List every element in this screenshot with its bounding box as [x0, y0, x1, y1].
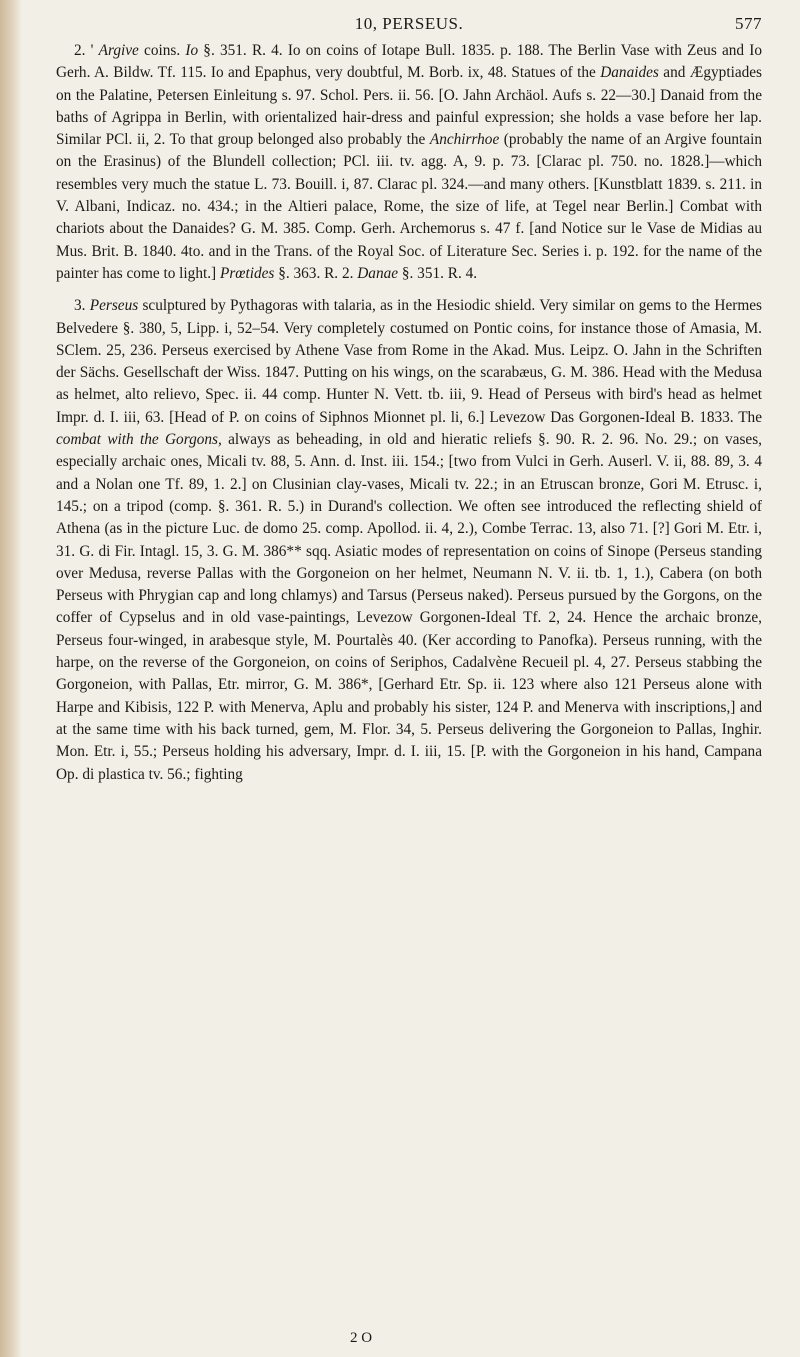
- text-run: 2. ': [74, 42, 99, 59]
- book-page: [56, 14, 762, 786]
- italic-run: Danaides: [600, 64, 659, 82]
- binding-gutter: [0, 0, 22, 1357]
- text-run: 3.: [74, 297, 90, 315]
- text-run: coins.: [138, 42, 186, 59]
- text-run: §. 363. R. 2.: [274, 264, 358, 282]
- text-run: §. 351. R. 4.: [398, 264, 478, 282]
- italic-run: Danae: [357, 264, 399, 282]
- italic-run: Anchirrhoe: [429, 131, 500, 149]
- text-run: and Ægyptiades on the Palatine, Petersen Einleitung s. 97. Schol. Pers. ii. 56. [O. Jahn Archäol. Aufs s. 22—30.] Danaid from the baths of Agrippa in Berlin, with orientalized hair-dress and painful expression; she holds a vase before her lap. Similar PCl. ii, 2. To that group belonged also probably the: [56, 64, 762, 149]
- italic-run: Perseus: [89, 297, 139, 315]
- note-paragraph-2: [56, 40, 762, 285]
- italic-run: Io: [185, 42, 199, 59]
- italic-run: Argive: [98, 42, 139, 59]
- text-run: always as beheading, in old and hieratic reliefs §. 90. R. 2. 96. No. 29.; on vases, especially archaic ones, Micali tv. 88, 5. Ann. d. Inst. iii. 154.; [two from Vulci in Gerh. Auserl. V. ii, 88. 89, 3. 4 and a Nolan one Tf. 89, 1. 2.] on Clusinian clay-vases, Micali tv. 22.; in an Etruscan bronze, Gori M. Etrusc. i, 145.; on a tripod (comp. §. 361. R. 5.) in Durand's collection. We often see introduced the reflecting shield of Athena (as in the picture Luc. de domo 25. comp. Apollod. ii. 4, 2.), Combe Terrac. 13, also 71. [?] Gori M. Etr. i, 31. G. di Fir. Intagl. 15, 3. G. M. 386** sqq. Asiatic modes of representation on coins of Sinope (Perseus standing over Medusa, reverse Pallas with the Gorgoneion on her helmet, Neumann N. V. ii. tb. 1, 1.), Cabera (on both Perseus with Phrygian cap and long chlamys) and Tarsus (Perseus naked). Perseus pursued by the Gorgons, on the coffer of Cypselus and in old vase-paintings, Levezow Gorgonen-Ideal Tf. 2, 24. Hence the archaic bronze, Perseus four-winged, in arabesque style, M. Pourtalès 40. (Ker according to Panofka). Perseus running, with the harpe, on the reverse of the Gorgoneion, on coins of Seriphos, Cadalvène Recueil pl. 4, 27. Perseus stabbing the Gorgoneion, with Pallas, Etr. mirror, G. M. 386*, [Gerhard Etr. Sp. ii. 123 where also 121 Perseus alone with Harpe and Kibisis, 122 P. with Menerva, Aplu and probably his sister, 124 P. and Menerva with inscriptions,] and at the same time with his back turned, gem, M. Flor. 34, 5. Perseus delivering the Gorgoneion to Pallas, Inghir. Mon. Etr. i, 55.; Perseus holding his adversary, Impr. d. I. iii, 15. [P. with the Gorgoneion in his hand, Campana Op. di plastica tv. 56.; fighting: [56, 431, 762, 783]
- text-run: (probably the name of an Argive fountain on the Erasinus) of the Blundell collection; PCl. iii. tv. agg. A, 9. p. 73. [Clarac pl. 750. no. 1828.]—which resembles very much the statue L. 73. Bouill. i, 87. Clarac pl. 324.—and many others. [Kunstblatt 1839. s. 211. in V. Albani, Indicaz. no. 434.; in the Altieri palace, Rome, the size of life, at Tegel near Berlin.] Combat with chariots about the Danaides? G. M. 385. Comp. Gerh. Archemorus s. 47 f. [and Notice sur le Vase de Midias au Mus. Brit. B. 1840. 4to. and in the Trans. of the Royal Soc. of Literature Sec. Series i. p. 192. for the name of the painter has come to light.]: [56, 131, 762, 282]
- italic-run: Prœtides: [219, 264, 275, 282]
- running-head: [56, 14, 762, 40]
- note-paragraph-3: [56, 295, 762, 786]
- signature-mark: 2 O: [350, 1330, 373, 1346]
- running-head-title: 10, PERSEUS.: [354, 14, 464, 33]
- text-run: §. 351. R. 4. Io on coins of Iotape Bull. 1835. p. 188. The Berlin Vase with Zeus and Io Gerh. A. Bildw. Tf. 115. Io and Epaphus, very doubtful, M. Borb. ix, 48. Statues of the: [56, 42, 762, 82]
- text-run: sculptured by Pythagoras with talaria, as in the Hesiodic shield. Very similar on gems to the Hermes Belvedere §. 380, 5, Lipp. i, 52–54. Very completely costumed on Pontic coins, for instance those of Amasia, M. SClem. 25, 236. Perseus exercised by Athene Vase from Rome in the Akad. Mus. Leipz. O. Jahn in the Schriften der Sächs. Gesellschaft der Wiss. 1847. Putting on his wings, on the scarabæus, G. M. 386. Head with the Medusa as helmet, alto relievo, Spec. ii. 44 comp. Hunter N. Vett. tb. iii, 9. Head of Perseus with bird's head as helmet Impr. d. I. iii, 63. [Head of P. on coins of Siphnos Mionnet pl. li, 6.] Levezow Das Gorgonen-Ideal B. 1833. The: [56, 297, 763, 426]
- page-number: 577: [735, 14, 762, 33]
- italic-run: combat with the Gorgons,: [56, 431, 222, 449]
